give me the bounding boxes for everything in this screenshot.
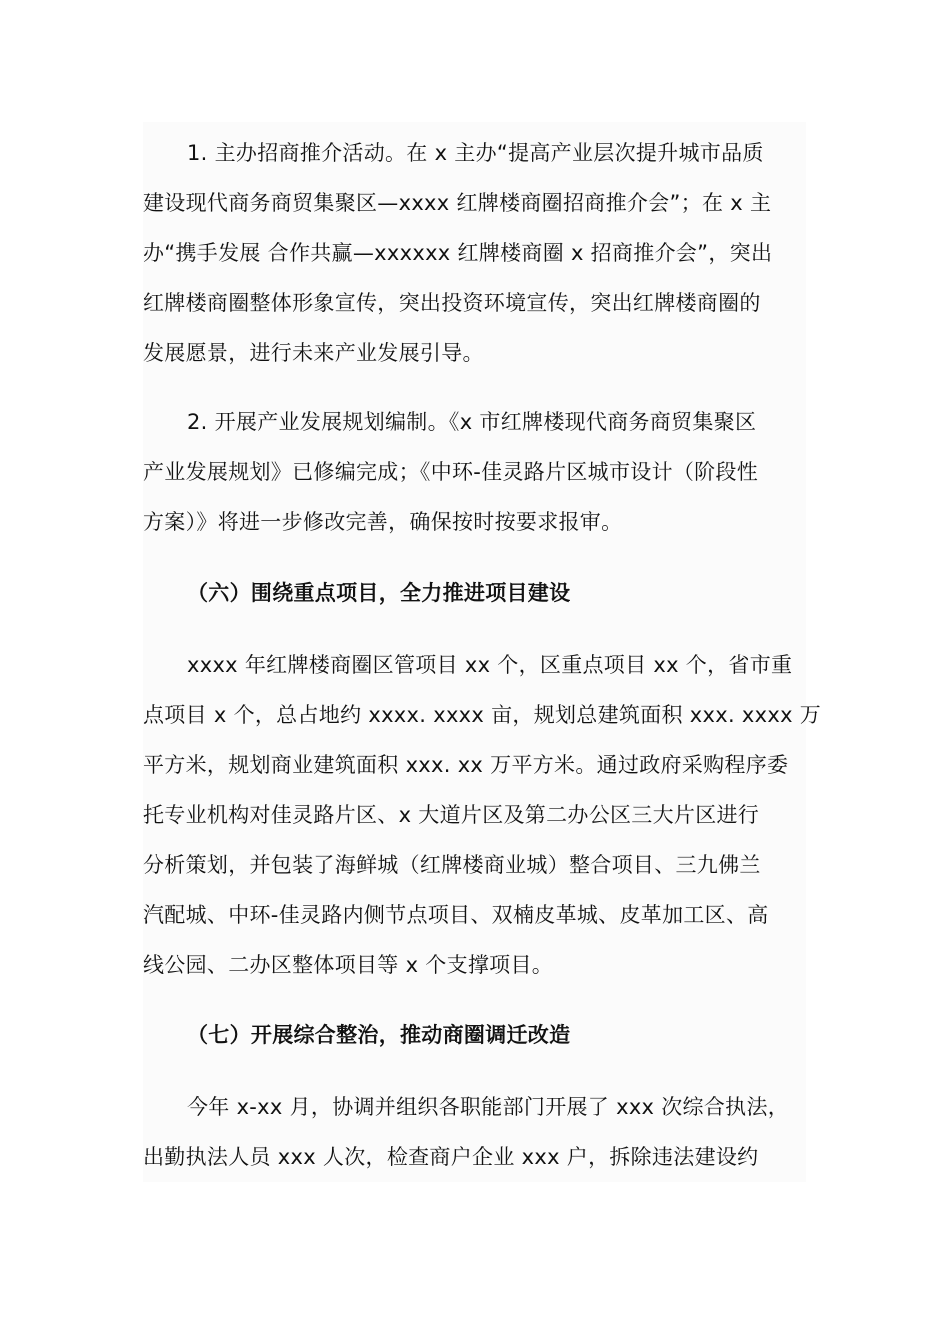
paragraph-3-line-6: 汽配城、中环-佳灵路内侧节点项目、双楠皮革城、皮革加工区、高 bbox=[143, 903, 769, 927]
paragraph-2-line-1: 2. 开展产业发展规划编制。《x 市红牌楼现代商务商贸集聚区 bbox=[187, 410, 757, 434]
section-heading-6: （六）围绕重点项目，全力推进项目建设 bbox=[187, 581, 571, 605]
paragraph-3-line-7: 线公园、二办区整体项目等 x 个支撑项目。 bbox=[143, 953, 554, 977]
paragraph-1-line-2: 建设现代商务商贸集聚区—xxxx 红牌楼商圈招商推介会”；在 x 主 bbox=[143, 191, 772, 215]
paragraph-4-line-1: 今年 x-xx 月，协调并组织各职能部门开展了 xxx 次综合执法， bbox=[187, 1095, 790, 1119]
paragraph-2-line-3: 方案）》将进一步修改完善，确保按时按要求报审。 bbox=[143, 510, 623, 534]
paragraph-1-line-4: 红牌楼商圈整体形象宣传，突出投资环境宣传，突出红牌楼商圈的 bbox=[143, 291, 761, 315]
paragraph-1-line-3: 办“携手发展 合作共赢—xxxxxx 红牌楼商圈 x 招商推介会”，突出 bbox=[143, 241, 773, 265]
paragraph-3-line-1: xxxx 年红牌楼商圈区管项目 xx 个，区重点项目 xx 个，省市重 bbox=[187, 653, 793, 677]
paragraph-4-line-2: 出勤执法人员 xxx 人次，检查商户企业 xxx 户，拆除违法建设约 bbox=[143, 1145, 759, 1169]
paragraph-3-line-4: 托专业机构对佳灵路片区、x 大道片区及第二办公区三大片区进行 bbox=[143, 803, 760, 827]
paragraph-3-line-3: 平方米，规划商业建筑面积 xxx. xx 万平方米。通过政府采购程序委 bbox=[143, 753, 789, 777]
section-heading-7: （七）开展综合整治，推动商圈调迁改造 bbox=[187, 1023, 571, 1047]
paragraph-2-line-2: 产业发展规划》已修编完成；《中环-佳灵路片区城市设计（阶段性 bbox=[143, 460, 759, 484]
paragraph-3-line-5: 分析策划，并包装了海鲜城（红牌楼商业城）整合项目、三九佛兰 bbox=[143, 853, 761, 877]
paragraph-1-line-5: 发展愿景，进行未来产业发展引导。 bbox=[143, 341, 484, 365]
paragraph-1-line-1: 1. 主办招商推介活动。在 x 主办“提高产业层次提升城市品质 bbox=[187, 141, 764, 165]
paragraph-3-line-2: 点项目 x 个，总占地约 xxxx. xxxx 亩，规划总建筑面积 xxx. xxxx 万 bbox=[143, 703, 822, 727]
